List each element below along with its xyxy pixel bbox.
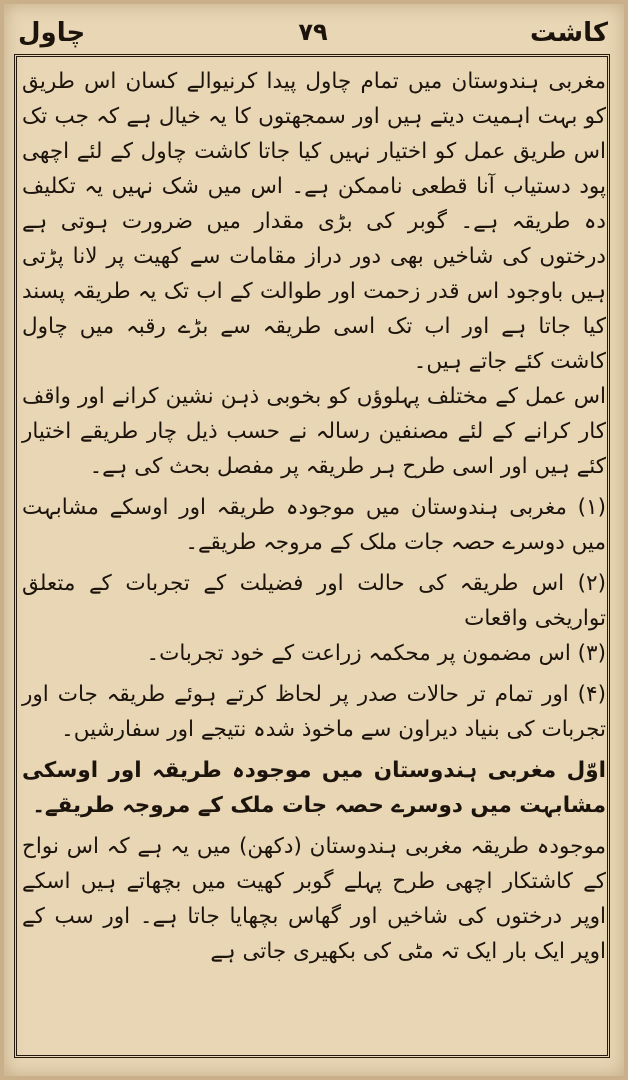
paragraph-intro: مغربی ہندوستان میں تمام چاول پیدا کرنیوالے کسان اس طریق کو بہت اہمیت دیتے ہیں اور سمجھتوں کا یہ خیال ہے کہ جب تک اس طریق عمل کو اختیار نہیں کیا جاتا کاشت چاول کے لئے اچھی پود دستیاب آنا قطعی ناممکن ہے۔ اس میں شک نہیں یہ تکلیف دہ طریقہ ہے۔ گوبر کی بڑی مقدار میں ضرورت ہوتی ہے درختوں کی شاخیں بھی دور دراز مقامات سے کھیت پر لانا پڑتی ہیں باوجود اس قدر زحمت اور طوالت کے اب تک یہ طریقہ پسند کیا جاتا ہے اور اب تک اسی طریقہ سے بڑے رقبہ میں چاول کاشت کئے جاتے ہیں۔ bbox=[22, 69, 606, 374]
running-title-left: چاول bbox=[18, 18, 86, 48]
list-item-3: (۳) اس مضمون پر محکمہ زراعت کے خود تجربات۔ bbox=[146, 641, 606, 666]
paragraph-current-method: موجودہ طریقہ مغربی ہندوستان (دکھن) میں یہ ہے کہ اس نواح کے کاشتکار اچھی طرح پہلے گوبر کھیت میں بچھاتے ہیں اسکے اوپر درختوں کی شاخیں اور گھاس بچھایا جاتا ہے۔ اور سب کے اوپر ایک بار ایک تہ مٹی کی بکھیری جاتی ہے bbox=[22, 834, 606, 964]
section-heading: اوّل مغربی ہندوستان میں موجودہ طریقہ اور اوسکی مشابہت میں دوسرے حصہ جات ملک کے مروجہ طریقے۔ bbox=[22, 758, 606, 818]
list-item-1: (۱) مغربی ہندوستان میں موجودہ طریقہ اور اوسکے مشابہت میں دوسرے حصہ جات ملک کے مروجہ طریقے۔ bbox=[22, 495, 606, 555]
list-item-4: (۴) اور تمام تر حالات صدر پر لحاظ کرتے ہوئے طریقہ جات اور تجربات کی بنیاد دیراون سے ماخوذ شدہ نتیجے اور سفارشیں۔ bbox=[22, 682, 606, 742]
page-number: ۷۹ bbox=[298, 18, 328, 46]
page-header bbox=[18, 16, 608, 56]
list-item-2: (۲) اس طریقہ کی حالت اور فضیلت کے تجربات کے متعلق تواریخی واقعات bbox=[22, 571, 606, 631]
running-title-right: کاشت bbox=[530, 18, 608, 48]
body-text bbox=[22, 64, 606, 969]
paragraph-methods: اس عمل کے مختلف پہلوؤں کو بخوبی ذہن نشین کرانے اور واقف کار کرانے کے لئے مصنفین رسالہ نے حسب ذیل چار طریقے اختیار کئے ہیں اور اسی طرح ہر طریقہ پر مفصل بحث کی ہے۔ bbox=[22, 384, 606, 479]
